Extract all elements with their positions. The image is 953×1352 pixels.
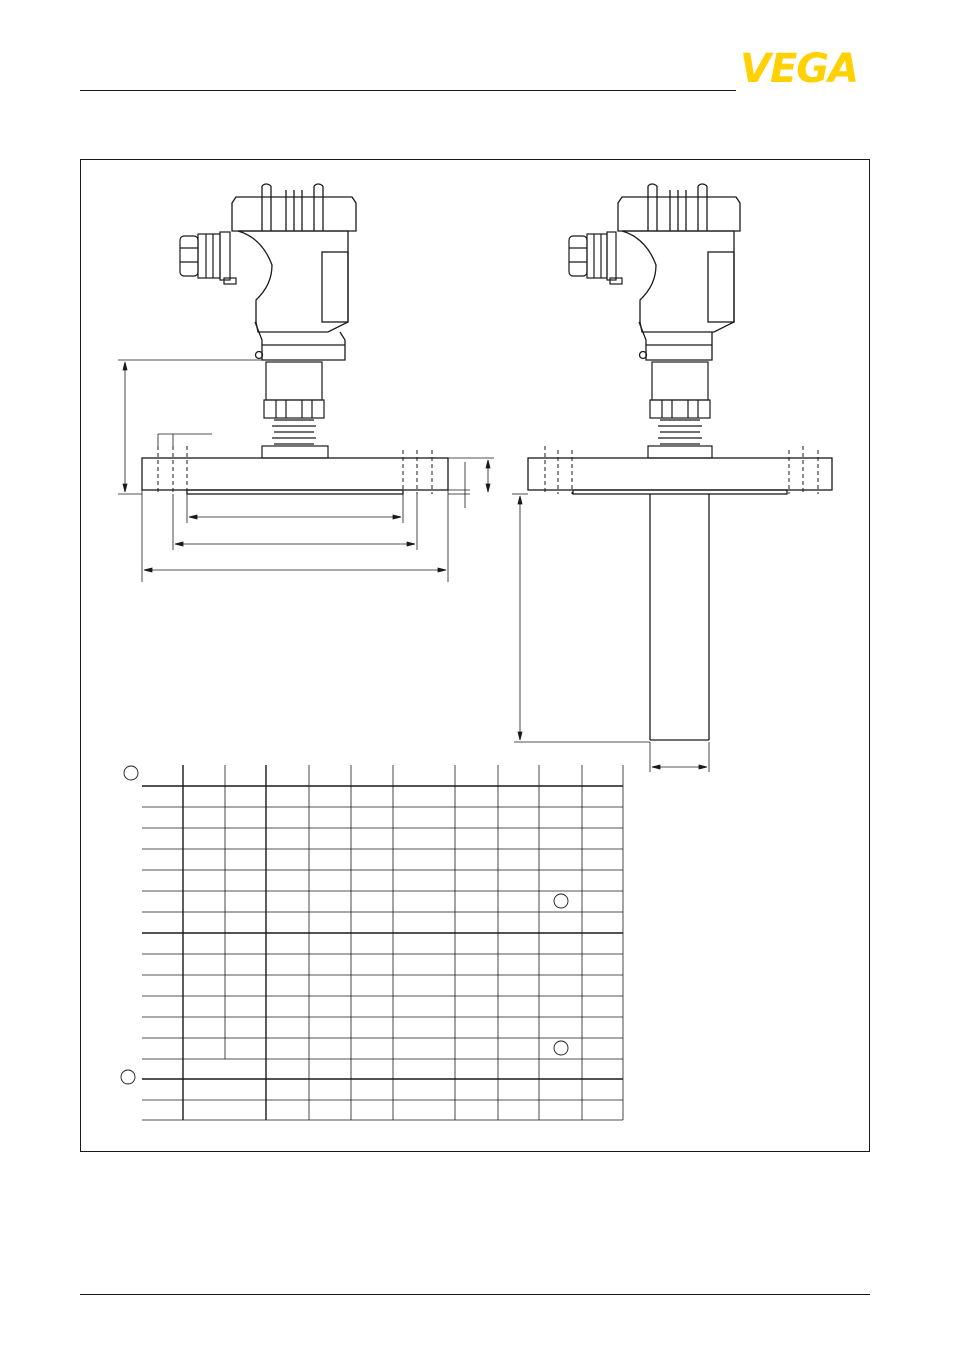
vega-logo (740, 48, 872, 88)
drawing-frame (80, 159, 870, 1152)
footer-rule (80, 1294, 870, 1295)
vega-logo-text: VEGA (740, 48, 859, 88)
header-rule (80, 90, 736, 91)
